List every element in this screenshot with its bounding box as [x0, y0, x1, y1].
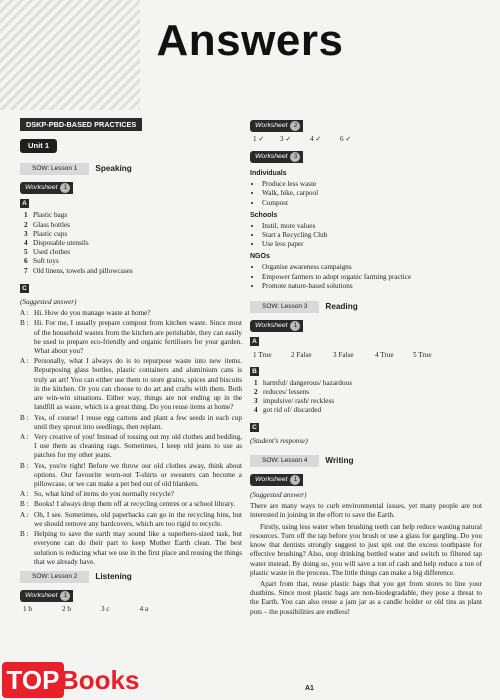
sow-name: Writing — [325, 455, 354, 465]
section-b-badge: B — [250, 367, 259, 376]
worksheet-label: Worksheet — [255, 152, 288, 160]
answer-item: 4 True — [375, 351, 394, 360]
right-column — [250, 118, 482, 619]
list-item: • Promote nature-based solutions — [262, 282, 482, 291]
check-item: 3 ✓ — [280, 135, 292, 143]
essay-paragraph: Apart from that, reuse plastic bags that you get from stores to line your dustbins. Since most plastic bags are non-biodegradable, they pose a threat to the Earth. You can also reuse a jam jar as a candle holder or old tins as plant pots – the possibilities are endless! — [250, 579, 482, 616]
list-item: 5 Used clothes — [24, 248, 70, 257]
left-column — [20, 118, 242, 615]
sow-name: Reading — [325, 301, 358, 311]
list-item: 6 Soft toys — [24, 257, 59, 266]
worksheet-label: Worksheet — [25, 591, 58, 599]
list-item: • Use less paper — [262, 240, 482, 249]
sow-lesson-2 — [20, 571, 242, 583]
bullet-list — [262, 180, 482, 208]
sow-lesson-3 — [250, 301, 482, 313]
answer-item: 3 c — [100, 605, 110, 614]
worksheet-badge — [250, 320, 303, 332]
list-b — [254, 379, 482, 416]
worksheet-number: 3 — [290, 152, 300, 162]
worksheet-label: Worksheet — [25, 184, 58, 192]
topbooks-logo — [0, 660, 180, 700]
check-item: 1 ✓ — [253, 135, 265, 143]
worksheet-number: 2 — [290, 121, 300, 131]
list-item: 3 impulsive/ rash/ reckless — [254, 397, 335, 406]
answer-item: 4 a — [139, 605, 149, 614]
list-item: 2 reduces/ lessens — [254, 387, 310, 396]
logo-top: TOP — [2, 662, 64, 698]
worksheet-badge — [250, 474, 303, 486]
listening-answers — [23, 605, 242, 614]
sow-tag: SOW: Lesson 2 — [20, 571, 89, 583]
answer-item: 5 True — [413, 351, 432, 360]
group-title: NGOs — [250, 253, 270, 261]
group-title: Schools — [250, 211, 278, 219]
list-item: • Instil, more values — [262, 222, 482, 231]
list-item: • Organise awareness campaigns — [262, 263, 482, 272]
suggested-answer-note: (Suggested answer) — [250, 490, 307, 499]
dialogue-line: B : Helping to save the earth may sound like a superhero-sized task, but everyone can do their part to keep Mother Earth clean. The best solution is reducing what we use in the first place and reusing the things that we already have. — [20, 530, 242, 566]
worksheet-number: 1 — [290, 321, 300, 331]
dialogue-line: B : Books! I always drop them off at recycling centres or a school library. — [20, 500, 236, 509]
worksheet-badge — [250, 151, 303, 163]
worksheet-number: 1 — [60, 183, 70, 193]
list-a — [24, 211, 242, 276]
check-item: 6 ✓ — [340, 135, 352, 143]
list-item: • Compost — [262, 199, 482, 208]
bullet-list — [262, 263, 482, 291]
section-a-badge: A — [20, 199, 29, 208]
sow-tag: SOW: Lesson 4 — [250, 455, 319, 467]
list-item: 1 harmful/ dangerous/ hazardous — [254, 378, 353, 387]
list-item: • Walk, bike, carpool — [262, 189, 482, 198]
dialogue-line: A : Personally, what I always do is to repurpose waste into new items. Repurposing glass bottles, plastic containers and aluminium cans is truly an art! You can either use them to store grains, spices and biscuits in the kitchen. Or you can choose to do art and crafts with them. Both are win-win situations. Either way, things are not ending up in the landfill as waste, which is a great thing. Do you reuse items at home? — [20, 357, 242, 412]
check-item: 4 ✓ — [310, 135, 322, 143]
worksheet-label: Worksheet — [255, 322, 288, 330]
dialogue-line: A : So, what kind of items do you normally recycle? — [20, 490, 174, 499]
dialogue-line: B : Yes, of course! I reuse egg cartons and plant a few seeds in each cup until they sprout into seedlings, then replant. — [20, 413, 242, 431]
true-false-answers — [253, 351, 482, 360]
dialogue-line: A : Very creative of you! Instead of tossing out my old clothes and bedding, I use them as cleaning rags. Sometimes, I keep old jeans to use as patches for my other jeans. — [20, 432, 242, 460]
sow-lesson-4 — [250, 455, 482, 467]
group-title: Individuals — [250, 170, 287, 178]
sow-name: Listening — [95, 571, 132, 581]
list-item: 2 Glass bottles — [24, 220, 70, 229]
dialogue-line: A : Hi. How do you manage waste at home? — [20, 309, 151, 318]
worksheet-number: 1 — [290, 475, 300, 485]
list-item: 7 Old linens, towels and pillowcases — [24, 266, 133, 275]
answer-item: 2 False — [291, 351, 312, 360]
unit-badge: Unit 1 — [20, 139, 57, 153]
dialogue-line: A : Oh, I see. Sometimes, old paperbacks can go in the recycling bins, but we should remove any hardcovers, which are too rigid to recycle. — [20, 510, 242, 528]
answer-item: 1 True — [253, 351, 272, 360]
sow-tag: SOW: Lesson 3 — [250, 301, 319, 313]
list-item: 1 Plastic bags — [24, 211, 68, 220]
worksheet-number: 1 — [60, 591, 70, 601]
sow-lesson-1 — [20, 163, 242, 175]
student-response-note: (Student's response) — [250, 437, 308, 446]
sow-tag: SOW: Lesson 1 — [20, 163, 89, 175]
worksheet-badge — [20, 182, 73, 194]
page-folio: A1 — [305, 685, 314, 692]
answer-item: 2 b — [61, 605, 71, 614]
worksheet-label: Worksheet — [255, 121, 288, 129]
answer-item: 1 b — [23, 605, 32, 614]
pbd-banner: DSKP-PBD-BASED PRACTICES — [20, 118, 142, 131]
logo-books: Books — [60, 665, 140, 695]
essay-paragraph: There are many ways to curb environmental issues, yet many people are not interested in joining in the effort to save the Earth. — [250, 502, 482, 520]
list-item: • Start a Recycling Club — [262, 231, 482, 240]
page-title: Answers — [156, 16, 344, 65]
worksheet-label: Worksheet — [255, 475, 288, 483]
checked-answers — [253, 135, 482, 144]
sow-name: Speaking — [95, 163, 132, 173]
dialogue-line: B : Hi. For me, I usually prepare compost from kitchen waste. Since most of the household wastes from the kitchen are perishable, they can easily be used to prepare eco-friendly and organic fertilisers for your garden. What about you? — [20, 319, 242, 355]
dialogue-line: B : Yes, you're right! Before we throw our old clothes away, think about options. Our favourite worn-out T-shirts or sweaters can become a pillowcase, or we can make a pet bed out of old blankets. — [20, 461, 242, 489]
dialogue — [20, 309, 242, 567]
section-c-badge: C — [20, 284, 29, 293]
suggested-answer-note: (Suggested answer) — [20, 297, 77, 306]
worksheet-badge — [20, 590, 73, 602]
worksheet-badge — [250, 120, 303, 132]
bullet-list — [262, 222, 482, 250]
section-a-badge: A — [250, 337, 259, 346]
list-item: • Empower farmers to adopt organic farming practice — [262, 273, 482, 282]
list-item: 3 Plastic cups — [24, 229, 68, 238]
list-item: 4 Disposable utensils — [24, 239, 89, 248]
list-item: 4 got rid of/ discarded — [254, 406, 322, 415]
section-c-badge: C — [250, 423, 259, 432]
list-item: • Produce less waste — [262, 180, 482, 189]
answer-item: 3 False — [333, 351, 354, 360]
essay-paragraph: Firstly, using less water when brushing teeth can help reduce wasting natural resources. Turn off the tap before you brush or use a glass for gargling. Do you know that dentists strongly suggest to just spit out the excess toothpaste for effective brushing? Also, stop drinking bottled water and switch to filtered tap water instead. By doing so, you will save a ton of cash and help reduce a ton of plastic waste in the process. The little things can make a big difference. — [250, 522, 482, 577]
